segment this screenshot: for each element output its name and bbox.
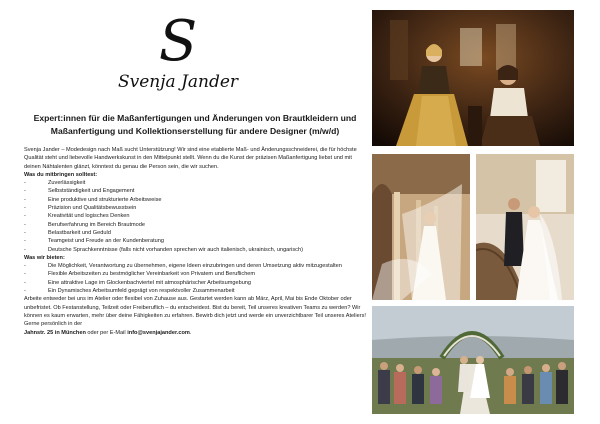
- contact-end: .: [189, 329, 192, 336]
- headline-line-1: Expert:innen für die Maßanfertigungen und Änderungen von Brautkleidern und: [33, 113, 357, 123]
- job-headline: [24, 112, 366, 138]
- brand-logo: [118, 9, 239, 92]
- logo-monogram: S: [158, 9, 198, 74]
- contact-email-link[interactable]: info@svenjajander.com: [127, 329, 190, 336]
- couple-traditional-costume-photo: [372, 10, 574, 146]
- requirements-heading: Was du mitbringen solltest:: [24, 171, 98, 178]
- list-item: - Deutsche Sprachkenntnisse (falls nicht vorhanden sprechen wir auch italienisch, ukrainisch, ungarisch): [24, 246, 303, 253]
- couple-staircase-photo: [476, 154, 574, 300]
- intro-paragraph: Svenja Jander – Modedesign nach Maß sucht Unterstützung! Wir sind eine etablierte Maß- und Änderungsschneiderei, die für höchste Qualität steht und liebevolle Handwerkskunst in den Mittelpunkt stellt. Wenn du die Kunst der präzisen Maßanfertigung liebst und mit deinen Nähtalenten glänzt, könntest du genau die Person sein, die wir suchen.: [24, 147, 357, 170]
- list-item: - Ein Dynamisches Arbeitsumfeld geprägt von respektvoller Zusammenarbeit: [24, 288, 235, 295]
- logo-wordmark: Svenja Jander: [118, 72, 239, 92]
- list-item: - Selbstständigkeit und Engagement: [24, 188, 135, 195]
- headline-line-2: Maßanfertigung und Kollektionserstellung für andere Designer (m/w/d): [50, 126, 340, 136]
- list-item: - Flexible Arbeitszeiten zu bestmöglicher Vereinbarkeit von Privatem und Beruflichem: [24, 271, 256, 278]
- job-description: [24, 146, 366, 337]
- list-item: - Präzision und Qualitätsbewusstsein: [24, 205, 137, 212]
- list-item: - Eine produktive und strukturierte Arbeitsweise: [24, 196, 162, 203]
- bride-arcade-photo: [372, 154, 470, 300]
- outdoor-wedding-ceremony-photo: [372, 306, 574, 414]
- requirements-list: [24, 179, 366, 254]
- contact-address: Jahnstr. 25 in München: [24, 329, 86, 336]
- offers-heading: Was wir bieten:: [24, 254, 65, 261]
- list-item: - Die Möglichkeit, Verantwortung zu übernehmen, eigene Ideen einzubringen und deren Umsetzung aktiv mitzugestalten: [24, 263, 342, 270]
- list-item: - Belastbarkeit und Geduld: [24, 229, 111, 236]
- contact-connector: oder per E-Mail: [85, 329, 128, 336]
- offers-list: [24, 262, 366, 295]
- photo-ceremony-graphic: [372, 306, 574, 414]
- photo-couple-costume-graphic: [372, 10, 574, 146]
- list-item: - Eine attraktive Lage im Glockenbachviertel mit atmosphärischer Arbeitsumgebung: [24, 279, 252, 286]
- list-item: - Teamgeist und Freude an der Kundenberatung: [24, 238, 164, 245]
- photo-staircase-graphic: [476, 154, 574, 300]
- list-item: - Kreativität und logisches Denken: [24, 213, 130, 220]
- list-item: - Berufserfahrung im Bereich Brautmode: [24, 221, 146, 228]
- contact-line: [24, 329, 366, 337]
- photo-bride-arcade-graphic: [372, 154, 470, 300]
- closing-paragraph: Arbeite entweder bei uns im Atelier oder flexibel von Zuhause aus. Gestartet werden kann ab März, April, Mai bis Ende Oktober oder unbefristet. Ob Festanstellung, Teilzeit oder Freiberuflich – du entscheidest. Bist du bereit, Teil unseres kreativen Teams zu werden? Wir können es kaum erwarten, mehr über deine Fähigkeiten zu erfahren. Bewirb dich jetzt und werde ein unverzichtbarer Teil unseres Ateliers! Gerne persönlich in der: [24, 296, 366, 328]
- list-item: - Zuverlässigkeit: [24, 180, 86, 187]
